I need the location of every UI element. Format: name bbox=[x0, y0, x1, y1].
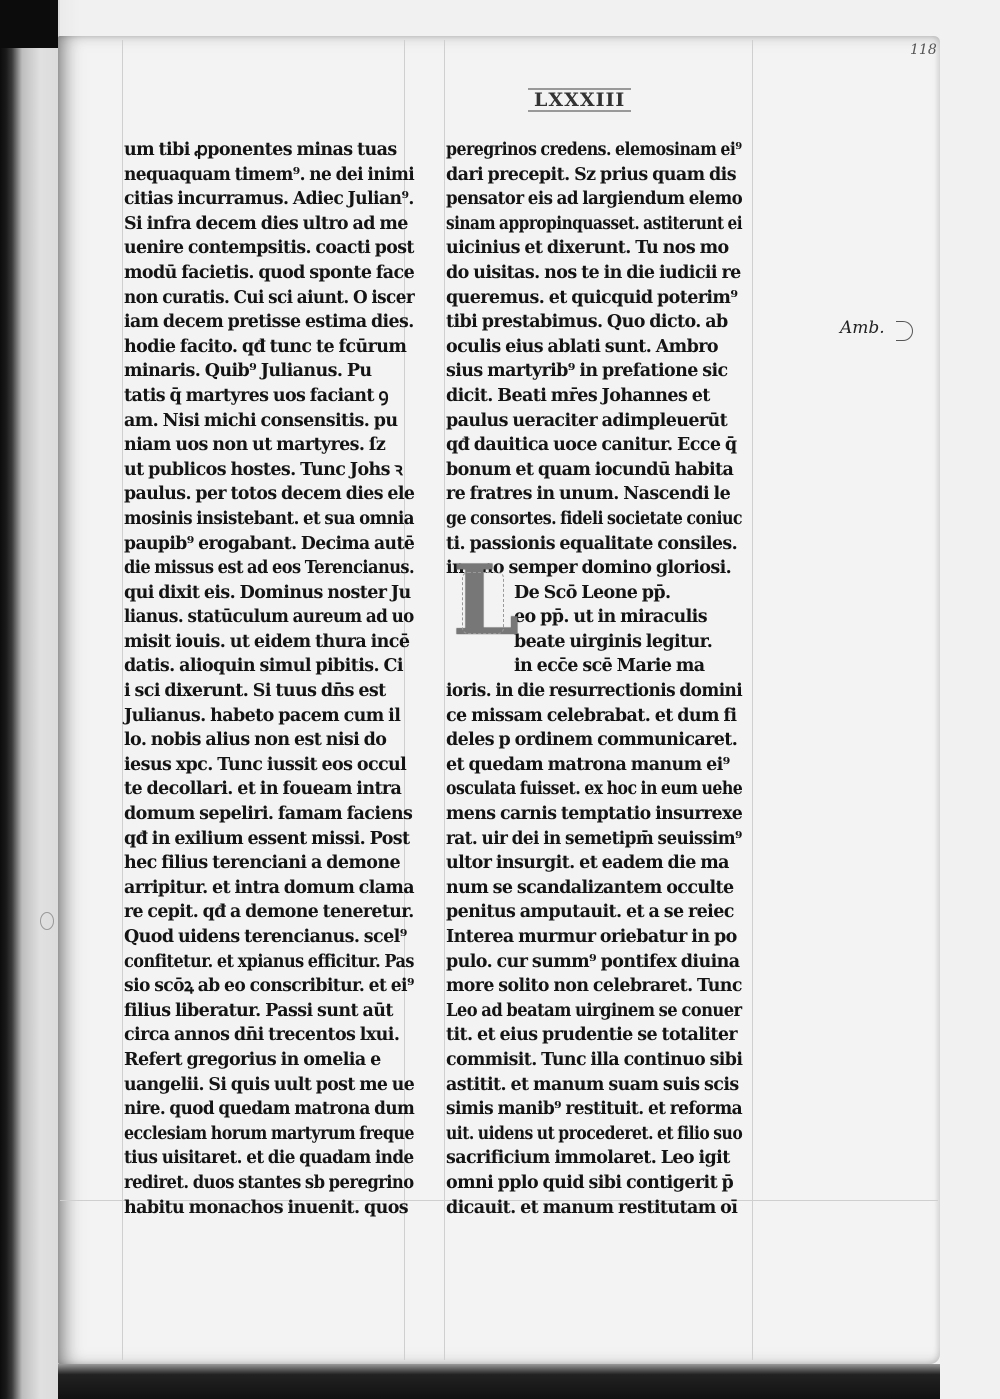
manuscript-line: citias incurramus. Adiec Julian⁹. bbox=[124, 189, 414, 210]
manuscript-line: ut publicos hostes. Tunc Johs ꝛ bbox=[124, 459, 403, 480]
manuscript-line: tibi prestabimus. Quo dicto. ab bbox=[446, 312, 728, 333]
manuscript-line: minaris. Quib⁹ Julianus. Pu bbox=[124, 361, 372, 382]
decorated-initial: L bbox=[452, 556, 524, 646]
manuscript-line: paupib⁹ erogabant. Decima autē bbox=[124, 533, 415, 554]
manuscript-line: deles p ordinem communicaret. bbox=[446, 730, 738, 751]
manuscript-line: circa annos dn̄i trecentos lxui. bbox=[124, 1025, 400, 1046]
manuscript-line: lo. nobis alius non est nisi do bbox=[124, 730, 387, 751]
manuscript-line: peregrinos credens. elemosinam ei⁹ bbox=[446, 140, 742, 160]
manuscript-line: in uno semper domino gloriosi. bbox=[446, 558, 732, 579]
manuscript-line: iesus xpc. Tunc iussit eos occul bbox=[124, 754, 407, 775]
manuscript-line: nequaquam timem⁹. ne dei inimi bbox=[124, 164, 415, 185]
manuscript-line: oculis eius ablati sunt. Ambro bbox=[446, 336, 718, 357]
manuscript-line: filius liberatur. Passi sunt aūt bbox=[124, 1000, 393, 1021]
text-column-right bbox=[446, 138, 742, 1220]
manuscript-line: astitit. et manum suam suis scis bbox=[446, 1074, 739, 1095]
manuscript-line: bonum et quam iocundū habita bbox=[446, 459, 734, 480]
manuscript-line: pensator eis ad largiendum elemo bbox=[446, 189, 743, 210]
manuscript-line: omni pplo quid sibi contigerit p̄ bbox=[446, 1172, 734, 1193]
manuscript-line: ecclesiam horum martyrum freque bbox=[124, 1123, 414, 1144]
manuscript-line: hodie facito. qđ tunc te fcūrum bbox=[124, 336, 407, 357]
manuscript-line: eo pp̄. ut in miraculis bbox=[514, 607, 707, 628]
manuscript-line: ultor insurgit. et eadem die ma bbox=[446, 853, 729, 874]
manuscript-line: penitus amputauit. et a se reiec bbox=[446, 902, 734, 923]
manuscript-line: rediret. duos stantes sb peregrino bbox=[124, 1172, 414, 1193]
manuscript-line: ge consortes. fideli societate coniuc bbox=[446, 508, 743, 529]
manuscript-line: modū facietis. quod sponte face bbox=[124, 262, 415, 283]
manuscript-line: nire. quod quedam matrona dum bbox=[124, 1099, 415, 1120]
manuscript-line: ce missam celebrabat. et dum fi bbox=[446, 705, 737, 726]
manuscript-line: habitu monachos inuenit. quos bbox=[124, 1197, 409, 1218]
manuscript-line: re fratres in unum. Nascendi le bbox=[446, 484, 731, 505]
manuscript-line: sacrificium immolaret. Leo igit bbox=[446, 1148, 730, 1169]
manuscript-line: dicit. Beati mr̄es Johannes et bbox=[446, 385, 710, 406]
manuscript-line: queremus. et quicquid poterim⁹ bbox=[446, 287, 738, 308]
manuscript-line: simis manib⁹ restituit. et reforma bbox=[446, 1099, 743, 1120]
manuscript-line: beate uirginis legitur. bbox=[514, 631, 713, 652]
manuscript-line: lianus. statūculum aureum ad uo bbox=[124, 607, 414, 628]
manuscript-line: Interea murmur oriebatur in po bbox=[446, 927, 737, 947]
manuscript-line: qđ in exilium essent missi. Post bbox=[124, 828, 410, 849]
punch-hole-mark bbox=[40, 912, 54, 930]
manuscript-line: ti. passionis equalitate consiles. bbox=[446, 533, 738, 554]
manuscript-line: tit. et eius prudentie se totaliter bbox=[446, 1025, 737, 1046]
manuscript-line: uenire contempsitis. coacti post bbox=[124, 238, 414, 259]
manuscript-line: iam decem pretisse estima dies. bbox=[124, 312, 414, 333]
manuscript-line: qđ dauitica uoce canitur. Ecce q̄̄ bbox=[446, 435, 737, 456]
page-bottom-edge bbox=[58, 1364, 940, 1399]
manuscript-line: te decollari. et in foueam intra bbox=[124, 779, 402, 800]
manuscript-line: dari precepit. Sz prius quam dis bbox=[446, 164, 736, 185]
manuscript-line: domum sepeliri. famam faciens bbox=[124, 804, 413, 825]
manuscript-line: more solito non celebraret. Tunc bbox=[446, 976, 742, 997]
folio-number: 118 bbox=[910, 42, 937, 58]
manuscript-line: Leo ad beatam uirginem se conuer bbox=[446, 1000, 742, 1021]
manuscript-line: arripitur. et intra domum clama bbox=[124, 877, 414, 898]
manuscript-line: non curatis. Cui sci aiunt. O iscer bbox=[124, 287, 415, 308]
manuscript-line: in ecc̄e scē Marie ma bbox=[514, 656, 705, 677]
manuscript-line: am. Nisi michi consensitis. pu bbox=[124, 410, 398, 431]
manuscript-line: uangelii. Si quis uult post me ue bbox=[124, 1074, 415, 1095]
ruling-line bbox=[122, 40, 123, 1360]
manuscript-line: sius martyrib⁹ in prefatione sic bbox=[446, 361, 728, 382]
previous-leaf-edge bbox=[0, 0, 58, 1399]
manuscript-line: Quod uidens terencianus. scel⁹ bbox=[124, 927, 407, 947]
manuscript-line: dicauit. et manum restitutam oī bbox=[446, 1197, 738, 1218]
manuscript-line: do uisitas. nos te in die iudicii re bbox=[446, 262, 741, 283]
manuscript-line: pulo. cur summ⁹ pontifex diuina bbox=[446, 951, 740, 972]
manuscript-line: confitetur. et xpianus efficitur. Pas bbox=[124, 951, 414, 972]
manuscript-line: rat. uir dei in semetipm̄ seuissim⁹ bbox=[446, 828, 742, 849]
text-column-left bbox=[124, 138, 414, 1220]
manuscript-line: osculata fuisset. ex hoc in eum uehe bbox=[446, 779, 743, 800]
manuscript-line: tatis q̄ martyres uos faciant ꝯ bbox=[124, 385, 389, 406]
running-head: LXXXIII bbox=[528, 88, 631, 112]
manuscript-line: Julianus. habeto pacem cum il bbox=[124, 705, 401, 726]
manuscript-line: uit. uidens ut procederet. et filio suo bbox=[446, 1123, 743, 1144]
manuscript-line: Si infra decem dies ultro ad me bbox=[124, 213, 408, 234]
manuscript-line: mosinis insistebant. et sua omnia bbox=[124, 508, 414, 529]
manuscript-line: Refert gregorius in omelia e bbox=[124, 1049, 381, 1070]
manuscript-line: et quedam matrona manum ei⁹ bbox=[446, 754, 730, 775]
manuscript-line: paulus. per totos decem dies ele bbox=[124, 484, 415, 505]
manuscript-line: mens carnis temptatio insurrexe bbox=[446, 804, 743, 825]
manuscript-line: uicinius et dixerunt. Tu nos mo bbox=[446, 238, 729, 259]
manuscript-line: die missus est ad eos Terencianus. bbox=[124, 558, 415, 579]
manuscript-line: misit iouis. ut eidem thura incē bbox=[124, 631, 410, 652]
manuscript-line: ioris. in die resurrectionis domini bbox=[446, 681, 743, 702]
manuscript-line: um tibi ꝓponentes minas tuas bbox=[124, 140, 397, 160]
ruling-line bbox=[444, 40, 445, 1360]
manuscript-line: i sci dixerunt. Si tuus dn̄s est bbox=[124, 681, 386, 702]
manuscript-line: paulus ueraciter adimpleuerūt bbox=[446, 410, 728, 431]
manuscript-line: tius uisitaret. et die quadam inde bbox=[124, 1148, 414, 1169]
manuscript-line: datis. alioquin simul pibitis. Ci bbox=[124, 656, 403, 677]
manuscript-line: niam uos non ut martyres. ſz bbox=[124, 435, 386, 456]
manuscript-line: re cepit. qđ a demone teneretur. bbox=[124, 902, 414, 923]
manuscript-line: De Scō Leone pp̄. bbox=[514, 582, 671, 603]
manuscript-line: num se scandalizantem occulte bbox=[446, 877, 734, 898]
ruling-line bbox=[752, 40, 753, 1360]
manuscript-line: sio scōꝝ ab eo conscribitur. et ei⁹ bbox=[124, 976, 414, 997]
manuscript-line: hec filius terenciani a demone bbox=[124, 853, 400, 874]
manuscript-line: sinam appropinquasset. astiterunt ei bbox=[446, 213, 743, 234]
manuscript-line: qui dixit eis. Dominus noster Ju bbox=[124, 582, 411, 603]
margin-note: Amb. bbox=[840, 318, 885, 338]
manuscript-line: commisit. Tunc illa continuo sibi bbox=[446, 1049, 743, 1070]
